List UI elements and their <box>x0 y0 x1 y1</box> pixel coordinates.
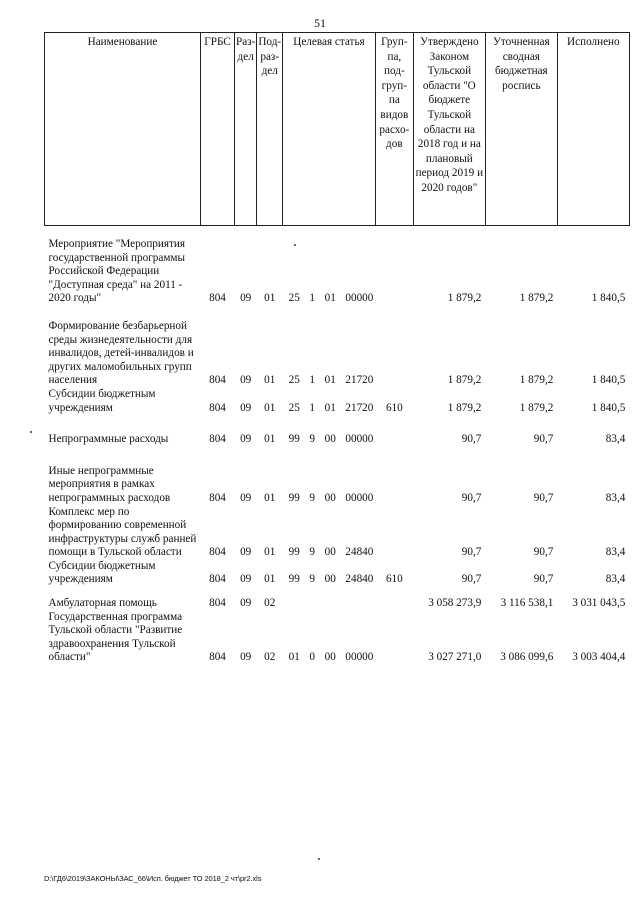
cell-name: Амбулаторная помощь <box>48 597 157 610</box>
cell-podrazdel: 01 <box>264 546 276 559</box>
table-body <box>45 226 630 666</box>
cell-refined: 1 879,2 <box>519 401 554 414</box>
cell-podrazdel: 01 <box>264 292 276 305</box>
cell-refined: 1 879,2 <box>519 292 554 305</box>
cell-refined: 3 086 099,6 <box>500 651 554 664</box>
cell-target: 01 0 00 00000 <box>288 651 374 664</box>
cell-approved: 1 879,2 <box>447 401 482 414</box>
cell-target: 99 9 00 00000 <box>288 491 374 504</box>
cell-grbs: 804 <box>209 546 226 559</box>
cell-target: 99 9 00 24840 <box>288 546 374 559</box>
header-name: Наименование <box>45 33 201 226</box>
cell-refined: 1 879,2 <box>519 374 554 387</box>
cell-approved: 3 027 271,0 <box>428 651 482 664</box>
cell-executed: 3 003 404,4 <box>572 651 626 664</box>
file-path-footer: D:\ГД6\2019\ЗАКОНЫ\ЗАС_66\Исп. бюджет ТО 2018_2 чт\pr2.xls <box>44 874 262 883</box>
cell-razdel: 09 <box>240 546 252 559</box>
cell-razdel: 09 <box>240 401 252 414</box>
cell-razdel: 09 <box>240 374 252 387</box>
cell-podrazdel: 01 <box>264 573 276 586</box>
cell-approved: 90,7 <box>461 491 482 504</box>
cell-approved: 90,7 <box>461 433 482 446</box>
cell-grbs: 804 <box>209 401 226 414</box>
table-row <box>45 388 630 415</box>
header-target: Целевая статья <box>283 33 376 226</box>
scan-speck <box>318 858 320 860</box>
header-razdel: Раз-дел <box>235 33 257 226</box>
cell-podrazdel: 02 <box>264 651 276 664</box>
table-row <box>45 506 630 560</box>
scan-speck <box>294 244 296 246</box>
cell-grbs: 804 <box>209 433 226 446</box>
header-podrazdel: Под-раз-дел <box>257 33 283 226</box>
cell-podrazdel: 02 <box>264 597 276 610</box>
cell-grbs: 804 <box>209 292 226 305</box>
cell-vid <box>375 238 413 306</box>
budget-table <box>44 32 630 665</box>
cell-podrazdel: 01 <box>264 401 276 414</box>
cell-refined: 90,7 <box>533 546 554 559</box>
cell-approved: 3 058 273,9 <box>428 597 482 610</box>
table-row <box>45 611 630 665</box>
cell-name: Мероприятие "Мероприятия государственной программы Российской Федерации "Доступная среда" на 2011 - 2020 годы" <box>48 238 186 305</box>
cell-vid: 610 <box>385 401 403 414</box>
cell-grbs: 804 <box>209 651 226 664</box>
table-row <box>45 597 630 611</box>
cell-refined: 90,7 <box>533 491 554 504</box>
cell-approved: 90,7 <box>461 573 482 586</box>
header-vid: Груп-па, под-груп-па видов расхо-дов <box>375 33 413 226</box>
cell-razdel: 09 <box>240 597 252 610</box>
cell-executed: 83,4 <box>605 433 626 446</box>
cell-target: 99 9 00 00000 <box>288 433 374 446</box>
cell-target: 25 1 01 21720 <box>288 374 374 387</box>
cell-grbs: 804 <box>209 491 226 504</box>
cell-name: Субсидии бюджетным учреждениям <box>48 559 156 586</box>
cell-razdel: 09 <box>240 573 252 586</box>
table-row <box>45 433 630 447</box>
cell-name: Субсидии бюджетным учреждениям <box>48 387 156 414</box>
header-refined: Уточненная сводная бюджетная роспись <box>485 33 557 226</box>
header-executed: Исполнено <box>557 33 629 226</box>
scan-speck <box>30 431 32 433</box>
cell-vid <box>375 433 413 447</box>
cell-executed: 83,4 <box>605 491 626 504</box>
cell-target: 99 9 00 24840 <box>288 573 374 586</box>
cell-vid <box>375 506 413 560</box>
cell-podrazdel: 01 <box>264 433 276 446</box>
header-grbs: ГРБС <box>201 33 235 226</box>
cell-podrazdel: 01 <box>264 491 276 504</box>
cell-name: Формирование безбарьерной среды жизнедеятельности для инвалидов, детей-инвалидов и других маломобильных групп населения <box>48 319 194 387</box>
cell-target: 25 1 01 21720 <box>288 401 374 414</box>
cell-executed: 1 840,5 <box>591 401 626 414</box>
cell-vid <box>375 465 413 506</box>
cell-razdel: 09 <box>240 433 252 446</box>
cell-grbs: 804 <box>209 374 226 387</box>
cell-razdel: 09 <box>240 292 252 305</box>
cell-approved: 1 879,2 <box>447 374 482 387</box>
cell-podrazdel: 01 <box>264 374 276 387</box>
cell-executed: 1 840,5 <box>591 292 626 305</box>
cell-executed: 83,4 <box>605 573 626 586</box>
cell-name: Иные непрограммные мероприятия в рамках непрограммных расходов <box>48 464 171 504</box>
table-row <box>45 560 630 587</box>
table-header <box>45 33 630 226</box>
table-row <box>45 320 630 388</box>
cell-refined: 90,7 <box>533 573 554 586</box>
cell-executed: 1 840,5 <box>591 374 626 387</box>
header-approved: Утверждено Законом Тульской области "О бюджете Тульской области на 2018 год и на плановый период 2019 и 2020 годов" <box>413 33 485 226</box>
cell-approved: 1 879,2 <box>447 292 482 305</box>
table-row <box>45 238 630 306</box>
cell-vid: 610 <box>385 573 403 586</box>
cell-approved: 90,7 <box>461 546 482 559</box>
cell-razdel: 09 <box>240 491 252 504</box>
cell-target <box>283 597 376 611</box>
page-number: 51 <box>314 16 326 30</box>
cell-refined: 3 116 538,1 <box>500 597 554 610</box>
cell-name: Государственная программа Тульской области "Развитие здравоохранения Тульской области" <box>48 610 183 664</box>
cell-executed: 83,4 <box>605 546 626 559</box>
cell-vid <box>375 320 413 388</box>
cell-refined: 90,7 <box>533 433 554 446</box>
cell-executed: 3 031 043,5 <box>572 597 626 610</box>
cell-target: 25 1 01 00000 <box>288 292 374 305</box>
cell-name: Непрограммные расходы <box>48 433 169 446</box>
cell-razdel: 09 <box>240 651 252 664</box>
cell-vid <box>375 597 413 611</box>
cell-name: Комплекс мер по формированию современной инфраструктуры служб ранней помощи в Тульской области <box>48 505 197 559</box>
cell-grbs: 804 <box>209 573 226 586</box>
table-row <box>45 465 630 506</box>
cell-grbs: 804 <box>209 597 226 610</box>
cell-vid <box>375 611 413 665</box>
